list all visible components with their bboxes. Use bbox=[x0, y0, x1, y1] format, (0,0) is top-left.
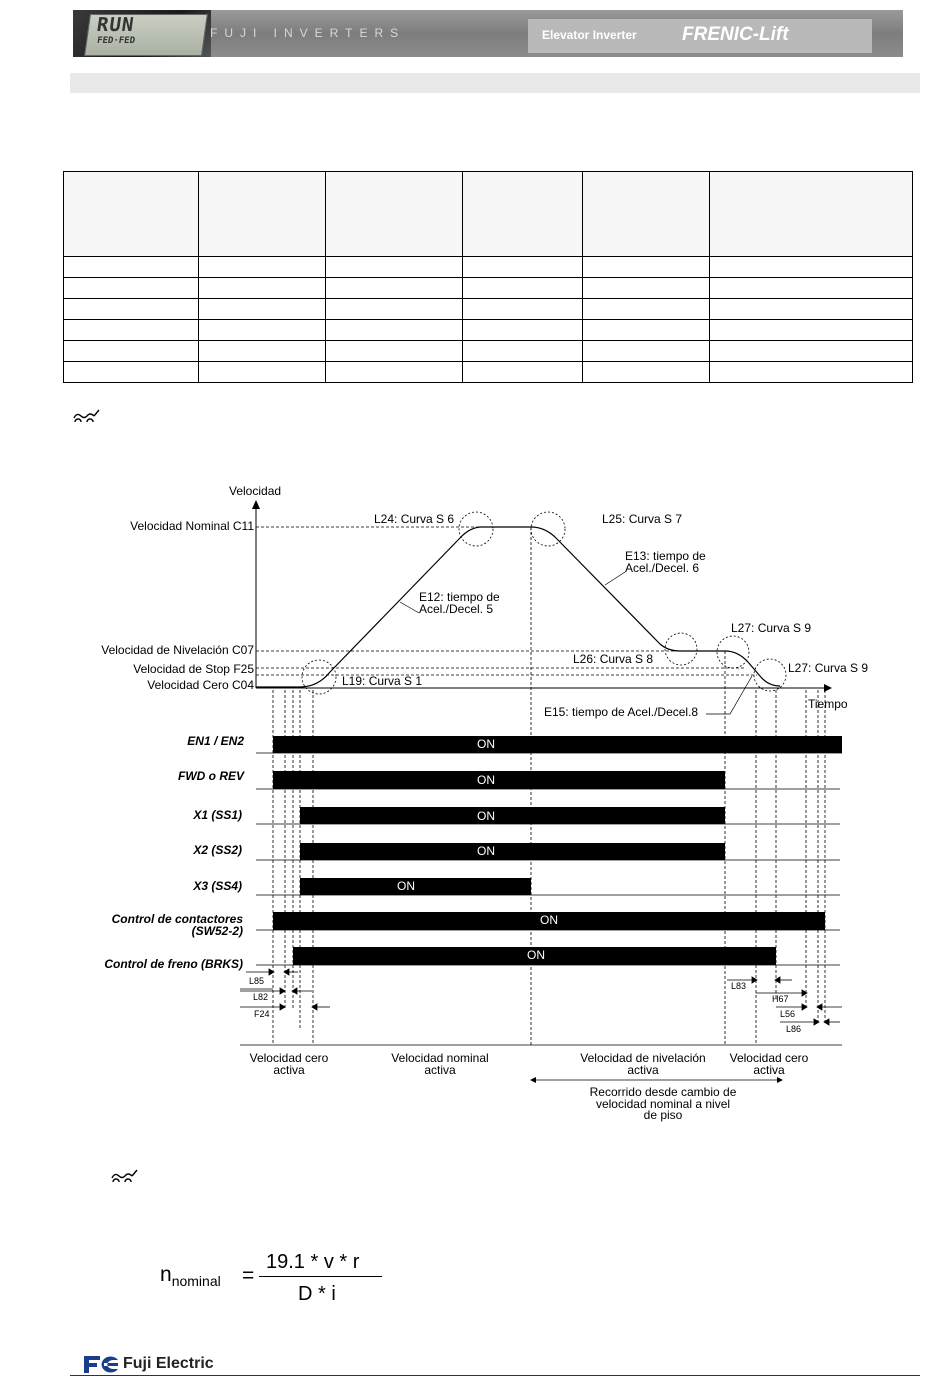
product-logo: FRENIC-Lift bbox=[682, 24, 789, 45]
phase-zero-start-1: Velocidad cero bbox=[249, 1051, 329, 1065]
leveling-speed-label: Velocidad de Nivelación C07 bbox=[101, 643, 254, 657]
l27-label-top: L27: Curva S 9 bbox=[731, 621, 812, 635]
footer-rule bbox=[70, 1375, 920, 1376]
table-header-row bbox=[64, 172, 913, 257]
timer-l82: L82 bbox=[253, 992, 269, 1002]
l26-label: L26: Curva S 8 bbox=[573, 652, 654, 666]
table-row bbox=[64, 299, 913, 320]
timer-h67: H67 bbox=[772, 994, 789, 1004]
company-name: Fuji Electric bbox=[123, 1355, 214, 1372]
timer-l85: L85 bbox=[249, 976, 265, 986]
glasses-icon bbox=[72, 408, 100, 427]
table-row bbox=[64, 278, 913, 299]
formula-lhs: $n_{nominal}$ bbox=[160, 1263, 221, 1290]
phase-zero-end-1: Velocidad cero bbox=[729, 1051, 809, 1065]
y-axis-label: Velocidad bbox=[229, 484, 282, 498]
x2-on-label: ON bbox=[477, 844, 495, 858]
signal-contactor: Control de contactores bbox=[111, 912, 243, 926]
timer-l86: L86 bbox=[786, 1024, 802, 1034]
section-title-bar bbox=[70, 73, 920, 93]
brake-on-label: ON bbox=[527, 948, 545, 962]
formula-equals: = bbox=[242, 1264, 255, 1287]
fraction-bar bbox=[259, 1276, 382, 1277]
timer-f24: F24 bbox=[254, 1009, 270, 1019]
nominal-speed-label: Velocidad Nominal C11 bbox=[130, 519, 254, 533]
e12-label-2: Acel./Decel. 5 bbox=[419, 602, 494, 616]
phase-leveling-2: activa bbox=[627, 1063, 659, 1077]
table-row bbox=[64, 320, 913, 341]
signal-x1: X1 (SS1) bbox=[193, 808, 242, 822]
phase-nominal-1: Velocidad nominal bbox=[391, 1051, 489, 1065]
zero-speed-label: Velocidad Cero C04 bbox=[147, 678, 254, 692]
e13-label-1: E13: tiempo de bbox=[625, 549, 706, 563]
e15-label: E15: tiempo de Acel./Decel.8 bbox=[544, 705, 699, 719]
x1-on-label: ON bbox=[477, 809, 495, 823]
table-row bbox=[64, 361, 913, 382]
timer-l56: L56 bbox=[780, 1009, 796, 1019]
parameter-table bbox=[63, 171, 913, 383]
x3-on-label: ON bbox=[397, 879, 415, 893]
glasses-icon bbox=[110, 1168, 138, 1187]
signal-x3: X3 (SS4) bbox=[193, 879, 242, 893]
fuji-electric-logo bbox=[82, 1354, 120, 1374]
phase-zero-start-2: activa bbox=[273, 1063, 305, 1077]
product-label: Elevator Inverter bbox=[542, 28, 637, 42]
formula-numerator: 19.1 * v * r bbox=[266, 1251, 360, 1273]
signal-brake: Control de freno (BRKS) bbox=[104, 957, 243, 971]
stop-speed-label: Velocidad de Stop F25 bbox=[133, 662, 254, 676]
brand-text: FUJI INVERTERS bbox=[210, 26, 406, 40]
l25-label: L25: Curva S 7 bbox=[602, 512, 683, 526]
x-axis-label: Tiempo bbox=[808, 697, 848, 711]
signal-en: EN1 / EN2 bbox=[187, 734, 244, 748]
phase-zero-end-2: activa bbox=[753, 1063, 785, 1077]
travel-label-2: velocidad nominal a nivel bbox=[595, 1097, 731, 1111]
l19-label: L19: Curva S 1 bbox=[342, 674, 423, 688]
phase-leveling-1: Velocidad de nivelación bbox=[580, 1051, 706, 1065]
timing-diagram bbox=[0, 478, 950, 1128]
en-on-label: ON bbox=[477, 737, 495, 751]
travel-label-1: Recorrido desde cambio de bbox=[589, 1085, 737, 1099]
e13-label-2: Acel./Decel. 6 bbox=[625, 561, 700, 575]
signal-fwd: FWD o REV bbox=[178, 769, 244, 783]
timer-l83: L83 bbox=[731, 981, 747, 991]
phase-nominal-2: activa bbox=[424, 1063, 456, 1077]
l27-label-bottom: L27: Curva S 9 bbox=[788, 661, 869, 675]
signal-contactor-2: (SW52-2) bbox=[191, 924, 243, 938]
l24-label: L24: Curva S 6 bbox=[374, 512, 455, 526]
table-row bbox=[64, 257, 913, 278]
formula-denominator: D * i bbox=[298, 1283, 336, 1305]
travel-label-3: de piso bbox=[643, 1108, 683, 1122]
signal-x2: X2 (SS2) bbox=[193, 843, 242, 857]
table-row bbox=[64, 341, 913, 362]
inverter-display-photo: RUN FED·FED bbox=[73, 10, 211, 57]
contactor-on-label: ON bbox=[540, 913, 558, 927]
fwd-on-label: ON bbox=[477, 773, 495, 787]
e12-label-1: E12: tiempo de bbox=[419, 590, 500, 604]
